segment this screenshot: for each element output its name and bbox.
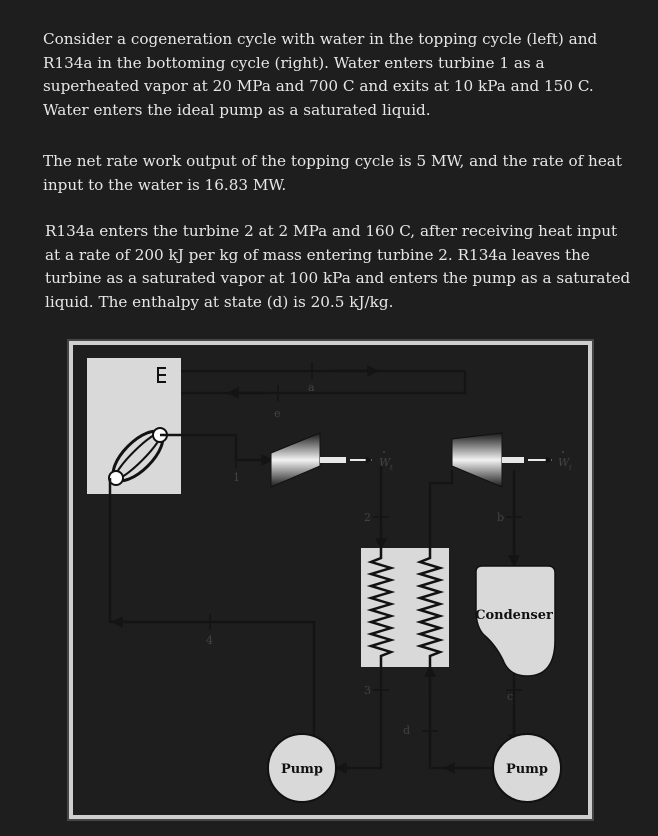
label-state-e: e (274, 407, 281, 420)
label-state-a: a (308, 381, 315, 394)
turbine-2-shaft (502, 457, 524, 463)
svg-text:W: W (379, 456, 391, 469)
problem-paragraph-2: The net rate work output of the topping cycle is 5 MW, and the rate of heat input to the water is 16.83 MW. (43, 152, 622, 194)
svg-text:t: t (390, 464, 393, 472)
boiler (87, 358, 181, 494)
svg-text:W: W (558, 456, 570, 469)
problem-paragraph-3: R134a enters the turbine 2 at 2 MPa and 160 C, after receiving heat input at a rate of 200 kJ per kg of mass entering turbine 2. R134a leaves the turbine as a saturated vapor at 100 kPa and enters the pump as a saturated liquid. The enthalpy at state (d) is 20.5 kJ/kg. (45, 222, 631, 311)
condenser-label: Condenser (475, 608, 553, 623)
label-state-c: c (507, 690, 514, 703)
label-state-1: 1 (233, 471, 240, 484)
label-state-4: 4 (206, 634, 213, 647)
problem-paragraph-1: Consider a cogeneration cycle with water in the topping cycle (left) and R134a in the bottoming cycle (right). Water enters turbine 1 as a superheated vapor at 20 MPa and 700 C and exits at 10 kPa and 150 C. Water enters the ideal pump as a saturated liquid. (43, 30, 598, 119)
label-state-b: b (497, 511, 505, 524)
label-state-3: 3 (364, 684, 371, 697)
label-state-d: d (403, 724, 411, 737)
pump-right-label: Pump (505, 762, 549, 777)
svg-text:t: t (569, 464, 572, 472)
cogeneration-cycle-diagram (66, 338, 596, 824)
turbine-1-shaft (320, 457, 346, 463)
pump-left-label: Pump (280, 762, 324, 777)
label-state-2: 2 (364, 511, 371, 524)
